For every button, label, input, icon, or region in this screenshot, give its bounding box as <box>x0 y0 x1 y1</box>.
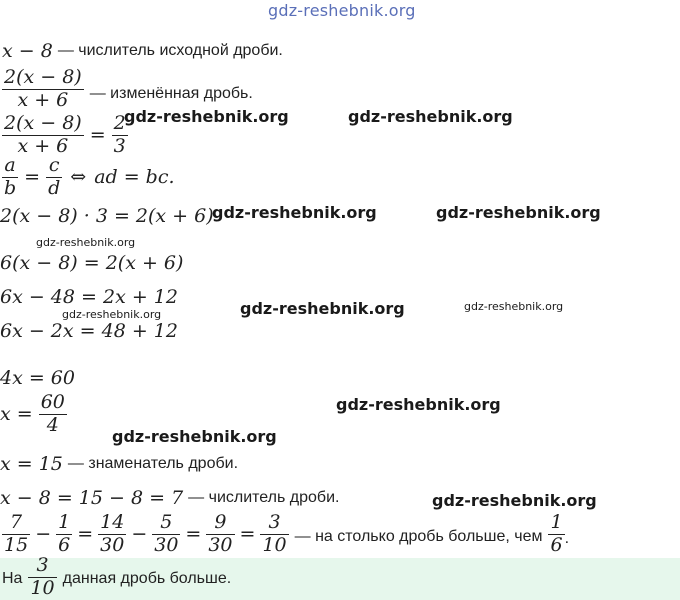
fraction <box>206 513 234 556</box>
fraction-denominator: 30 <box>208 533 233 556</box>
fraction-numerator: 2 <box>113 112 126 134</box>
watermark[interactable]: gdz-reshebnik.org <box>112 427 277 446</box>
math-expression: x = 15 <box>0 453 63 475</box>
fraction <box>2 68 84 111</box>
fraction-numerator: 3 <box>28 556 56 578</box>
watermark[interactable]: gdz-reshebnik.org <box>336 395 501 414</box>
line-changed-fraction <box>2 68 253 111</box>
fraction <box>2 513 30 556</box>
watermark-small[interactable]: gdz-reshebnik.org <box>464 300 564 313</box>
watermark[interactable]: gdz-reshebnik.org <box>436 203 601 222</box>
line-text: — числитель исходной дроби. <box>57 42 283 59</box>
watermark-top[interactable]: gdz-reshebnik.org <box>268 1 416 20</box>
watermark[interactable]: gdz-reshebnik.org <box>240 299 405 318</box>
answer-text: данная дробь больше. <box>62 570 232 588</box>
fraction <box>39 393 67 436</box>
equals-sign: = <box>89 124 106 147</box>
fraction <box>260 513 288 556</box>
fraction-denominator: 4 <box>46 413 59 436</box>
math-expression: x − 8 <box>2 40 53 62</box>
fraction-denominator: b <box>4 176 17 199</box>
math-expression: ad = bc. <box>94 166 175 189</box>
fraction-numerator: 2(x − 8) <box>4 112 82 134</box>
line-text: — знаменатель дроби. <box>67 455 239 472</box>
equals-sign: = <box>24 166 41 189</box>
line-collect-terms: 6x − 2x = 48 + 12 <box>0 320 178 342</box>
fraction <box>56 513 72 556</box>
minus-sign: − <box>35 523 52 546</box>
fraction-denominator: 30 <box>100 533 125 556</box>
line-text: — изменённая дробь. <box>89 85 253 103</box>
line-difference <box>2 513 569 556</box>
watermark-small[interactable]: gdz-reshebnik.org <box>36 236 136 249</box>
line-denominator-result <box>0 453 238 475</box>
iff-symbol: ⇔ <box>70 166 87 189</box>
fraction <box>548 513 564 556</box>
fraction-numerator: a <box>2 156 18 178</box>
fraction-denominator: 3 <box>113 134 126 157</box>
fraction-numerator: 1 <box>550 511 563 533</box>
math-expression: x = <box>0 403 33 426</box>
fraction-denominator: 10 <box>30 576 55 599</box>
watermark-small[interactable]: gdz-reshebnik.org <box>62 308 162 321</box>
fraction <box>152 513 180 556</box>
line-x-fraction <box>0 393 67 436</box>
answer-prefix: На <box>2 570 23 588</box>
fraction <box>46 156 62 199</box>
fraction-numerator: c <box>46 156 62 178</box>
fraction-denominator: 15 <box>4 533 29 556</box>
fraction <box>28 556 56 599</box>
fraction <box>2 156 18 199</box>
fraction-numerator: 1 <box>58 511 71 533</box>
fraction-numerator: 3 <box>260 513 288 535</box>
minus-sign: − <box>131 523 148 546</box>
watermark[interactable]: gdz-reshebnik.org <box>348 107 513 126</box>
line-cross-multiply: 2(x − 8) · 3 = 2(x + 6) <box>0 205 214 227</box>
fraction-denominator: 6 <box>550 533 563 556</box>
fraction-denominator: 30 <box>154 533 179 556</box>
line-equation-fraction <box>2 114 128 157</box>
fraction-denominator: x + 6 <box>17 134 69 157</box>
watermark[interactable]: gdz-reshebnik.org <box>432 491 597 510</box>
line-text: — числитель дроби. <box>188 489 340 506</box>
fraction-numerator: 2(x − 8) <box>4 66 82 88</box>
line-expand: 6x − 48 = 2x + 12 <box>0 286 178 308</box>
line-numerator-original <box>2 40 283 62</box>
fraction <box>98 513 126 556</box>
fraction-numerator: 60 <box>40 391 65 413</box>
watermark[interactable]: gdz-reshebnik.org <box>212 203 377 222</box>
fraction-denominator: x + 6 <box>17 88 69 111</box>
fraction-numerator: 14 <box>100 511 125 533</box>
fraction <box>2 114 84 157</box>
line-numerator-result <box>0 487 339 509</box>
line-simplify-1: 6(x − 8) = 2(x + 6) <box>0 252 184 274</box>
line-proportion-rule <box>2 156 175 199</box>
fraction-denominator: d <box>48 176 61 199</box>
fraction-denominator: 6 <box>58 533 71 556</box>
watermark[interactable]: gdz-reshebnik.org <box>124 107 289 126</box>
period: . <box>564 530 570 548</box>
line-4x-60: 4x = 60 <box>0 367 75 389</box>
fraction-numerator: 9 <box>206 513 234 535</box>
fraction-denominator: 10 <box>262 533 287 556</box>
equals-sign: = <box>77 523 94 546</box>
fraction-numerator: 7 <box>2 513 30 535</box>
equals-sign: = <box>185 523 202 546</box>
math-expression: x − 8 = 15 − 8 = 7 <box>0 487 184 509</box>
equals-sign: = <box>239 523 256 546</box>
answer-line <box>2 556 231 599</box>
line-text: — на столько дробь больше, чем <box>294 528 543 546</box>
fraction-numerator: 5 <box>152 513 180 535</box>
